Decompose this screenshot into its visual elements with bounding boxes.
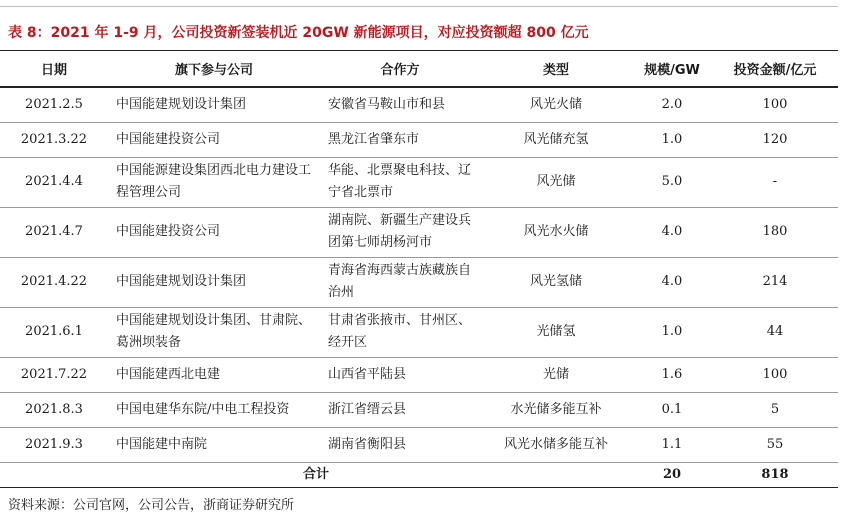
cell-partner: 甘肃省张掖市、甘州区、经开区 <box>320 307 480 357</box>
cell-partner: 湖南院、新疆生产建设兵团第七师胡杨河市 <box>320 207 480 257</box>
cell-scale: 0.1 <box>632 392 712 427</box>
table-row <box>0 87 838 122</box>
cell-investment: 120 <box>712 122 838 157</box>
table-caption: 表 8：2021 年 1-9 月，公司投资新签装机近 20GW 新能源项目，对应投资额超 800 亿元 <box>8 25 589 41</box>
cell-date: 2021.7.22 <box>0 357 108 392</box>
cell-company: 中国能建规划设计集团、甘肃院、葛洲坝装备 <box>108 307 320 357</box>
cell-type: 光储氢 <box>480 307 632 357</box>
cell-partner: 浙江省缙云县 <box>320 392 480 427</box>
cell-date: 2021.4.7 <box>0 207 108 257</box>
cell-scale: 2.0 <box>632 87 712 122</box>
cell-date: 2021.2.5 <box>0 87 108 122</box>
cell-scale: 4.0 <box>632 207 712 257</box>
top-divider <box>0 6 838 7</box>
header-type: 类型 <box>480 51 632 88</box>
cell-type: 风光水储多能互补 <box>480 427 632 462</box>
table-row <box>0 257 838 307</box>
total-label: 合计 <box>0 462 632 487</box>
cell-type: 光储 <box>480 357 632 392</box>
total-row <box>0 462 838 487</box>
cell-company: 中国能建规划设计集团 <box>108 257 320 307</box>
cell-type: 水光储多能互补 <box>480 392 632 427</box>
cell-company: 中国能源建设集团西北电力建设工程管理公司 <box>108 157 320 207</box>
cell-type: 风光氢储 <box>480 257 632 307</box>
cell-investment: 55 <box>712 427 838 462</box>
cell-company: 中国能建投资公司 <box>108 207 320 257</box>
table-row <box>0 392 838 427</box>
header-partner: 合作方 <box>320 51 480 88</box>
table-row <box>0 427 838 462</box>
cell-investment: 100 <box>712 87 838 122</box>
cell-company: 中国电建华东院/中电工程投资 <box>108 392 320 427</box>
table-row <box>0 122 838 157</box>
cell-date: 2021.8.3 <box>0 392 108 427</box>
cell-investment: 44 <box>712 307 838 357</box>
cell-date: 2021.3.22 <box>0 122 108 157</box>
cell-scale: 1.1 <box>632 427 712 462</box>
cell-investment: 214 <box>712 257 838 307</box>
cell-type: 风光储 <box>480 157 632 207</box>
cell-scale: 5.0 <box>632 157 712 207</box>
table-row <box>0 307 838 357</box>
table-row <box>0 207 838 257</box>
cell-scale: 4.0 <box>632 257 712 307</box>
cell-partner: 黑龙江省肇东市 <box>320 122 480 157</box>
total-investment: 818 <box>712 462 838 487</box>
cell-partner: 安徽省马鞍山市和县 <box>320 87 480 122</box>
source-note: 资料来源：公司官网，公司公告，浙商证券研究所 <box>8 498 295 513</box>
cell-date: 2021.4.22 <box>0 257 108 307</box>
header-scale: 规模/GW <box>632 51 712 88</box>
cell-type: 风光储充氢 <box>480 122 632 157</box>
cell-scale: 1.0 <box>632 122 712 157</box>
cell-partner: 湖南省衡阳县 <box>320 427 480 462</box>
cell-date: 2021.6.1 <box>0 307 108 357</box>
cell-company: 中国能建西北电建 <box>108 357 320 392</box>
header-company: 旗下参与公司 <box>108 51 320 88</box>
total-scale: 20 <box>632 462 712 487</box>
table-row <box>0 157 838 207</box>
cell-date: 2021.4.4 <box>0 157 108 207</box>
header-date: 日期 <box>0 51 108 88</box>
cell-investment: 100 <box>712 357 838 392</box>
table-header-row <box>0 51 838 88</box>
header-investment: 投资金额/亿元 <box>712 51 838 88</box>
cell-company: 中国能建中南院 <box>108 427 320 462</box>
cell-scale: 1.0 <box>632 307 712 357</box>
cell-investment: 5 <box>712 392 838 427</box>
cell-investment: 180 <box>712 207 838 257</box>
cell-type: 风光水火储 <box>480 207 632 257</box>
cell-partner: 华能、北票聚电科技、辽宁省北票市 <box>320 157 480 207</box>
cell-date: 2021.9.3 <box>0 427 108 462</box>
cell-partner: 青海省海西蒙古族藏族自治州 <box>320 257 480 307</box>
investment-table <box>0 50 838 488</box>
cell-scale: 1.6 <box>632 357 712 392</box>
table-row <box>0 357 838 392</box>
cell-type: 风光火储 <box>480 87 632 122</box>
cell-company: 中国能建规划设计集团 <box>108 87 320 122</box>
cell-investment: - <box>712 157 838 207</box>
cell-partner: 山西省平陆县 <box>320 357 480 392</box>
cell-company: 中国能建投资公司 <box>108 122 320 157</box>
